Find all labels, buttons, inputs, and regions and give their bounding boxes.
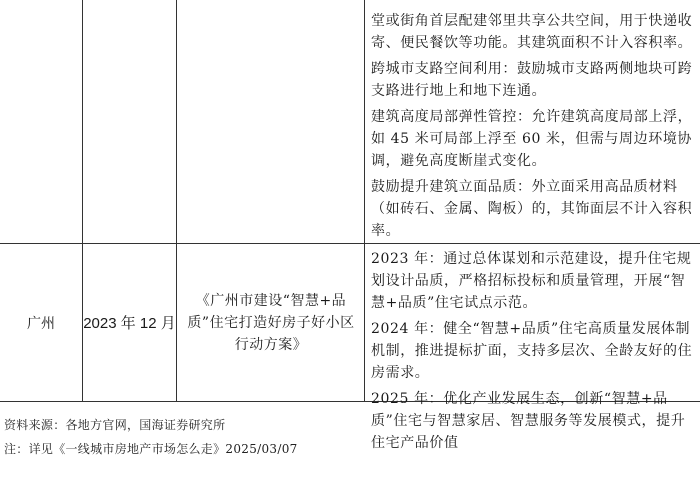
policy-paragraph: 2025 年：优化产业发展生态，创新“智慧+品质”住宅与智慧家居、智慧服务等发展模式，提升住宅产品价值 (371, 391, 686, 451)
policy-paragraph: 2024 年：健全“智慧+品质”住宅高质量发展体制机制，推进提标扩面，支持多层次、全龄友好的住房需求。 (371, 321, 693, 381)
city-cell: 广州 (27, 315, 55, 332)
policy-paragraph: 堂或街角首层配建邻里共享公共空间，用于快递收寄、便民餐饮等功能。其建筑面积不计入容积率。 (371, 13, 693, 51)
gz-row-policy (371, 248, 693, 454)
policy-paragraph: 2023 年：通过总体谋划和示范建设，提升住宅规划设计品质，严格招标投标和质量管理，开展“智慧+品质”住宅试点示范。 (371, 251, 692, 311)
source-note: 资料来源：各地方官网，国海证券研究所 (4, 418, 226, 432)
footnote: 注：详见《一线城市房地产市场怎么走》2025/03/07 (4, 442, 298, 456)
column-divider (364, 0, 365, 402)
policy-paragraph: 跨城市支路空间利用：鼓励城市支路两侧地块可跨支路进行地上和地下连通。 (371, 61, 693, 99)
prev-row-policy (371, 10, 693, 242)
policy-paragraph: 建筑高度局部弹性管控：允许建筑高度局部上浮，如 45 米可局部上浮至 60 米，但需与周边环境协调，避免高度断崖式变化。 (371, 109, 693, 169)
document-cell (183, 244, 359, 401)
date-cell: 2023 年 12 月 (83, 315, 176, 332)
document-title: 《广州市建设“智慧+品质”住宅打造好房子好小区行动方案》 (187, 292, 355, 353)
policy-paragraph: 鼓励提升建筑立面品质：外立面采用高品质材料（如砖石、金属、陶板）的，其饰面层不计入容积率。 (371, 179, 693, 239)
column-divider (176, 0, 177, 402)
